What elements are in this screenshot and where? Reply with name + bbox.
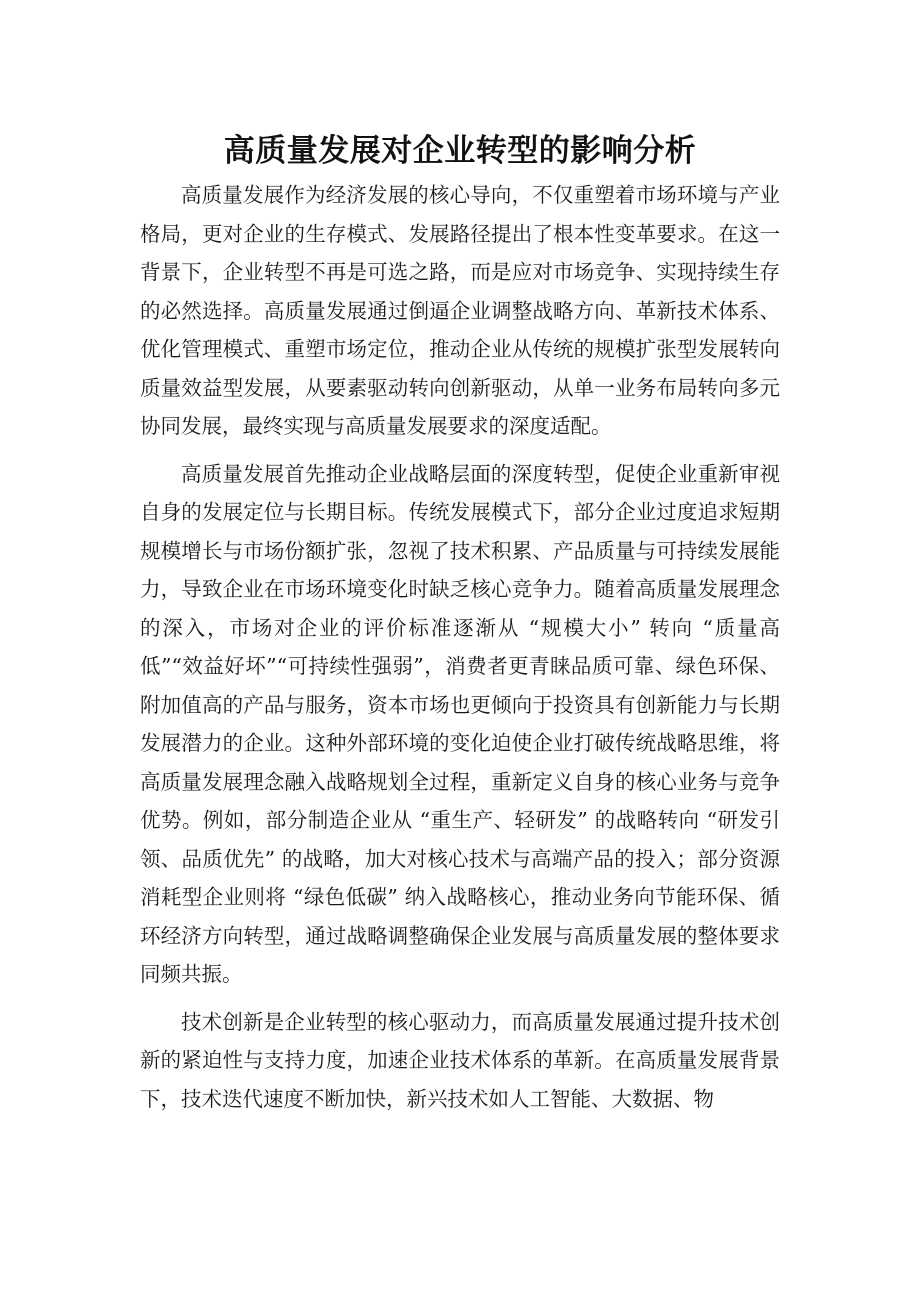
document-title: 高质量发展对企业转型的影响分析 [223,133,697,169]
paragraph-strategy: 高质量发展首先推动企业战略层面的深度转型，促使企业重新审视自身的发展定位与长期目标。传统发展模式下，部分企业过度追求短期规模增长与市场份额扩张，忽视了技术积累、产品质量与可持续发展能力，导致企业在市场环境变化时缺乏核心竞争力。随着高质量发展理念的深入，市场对企业的评价标准逐渐从 “规模大小” 转向 “质量高低”“效益好坏”“可持续性强弱”，消费者更青睐品质可靠、绿色环保、附加值高的产品与服务，资本市场也更倾向于投资具有创新能力与长期发展潜力的企业。这种外部环境的变化迫使企业打破传统战略思维，将高质量发展理念融入战略规划全过程，重新定义自身的核心业务与竞争优势。例如，部分制造企业从 “重生产、轻研发” 的战略转向 “研发引领、品质优先” 的战略，加大对核心技术与高端产品的投入；部分资源消耗型企业则将 “绿色低碳” 纳入战略核心，推动业务向节能环保、循环经济方向转型，通过战略调整确保企业发展与高质量发展的整体要求同频共振。 [140,461,780,986]
paragraph-technology: 技术创新是企业转型的核心驱动力，而高质量发展通过提升技术创新的紧迫性与支持力度，加速企业技术体系的革新。在高质量发展背景下，技术迭代速度不断加快，新兴技术如人工智能、大数据、物 [140,1009,780,1111]
paragraph-intro: 高质量发展作为经济发展的核心导向，不仅重塑着市场环境与产业格局，更对企业的生存模式、发展路径提出了根本性变革要求。在这一背景下，企业转型不再是可选之路，而是应对市场竞争、实现持续生存的必然选择。高质量发展通过倒逼企业调整战略方向、革新技术体系、优化管理模式、重塑市场定位，推动企业从传统的规模扩张型发展转向质量效益型发展，从要素驱动转向创新驱动，从单一业务布局转向多元协同发展，最终实现与高质量发展要求的深度适配。 [140,183,780,438]
document-body [140,176,780,1127]
